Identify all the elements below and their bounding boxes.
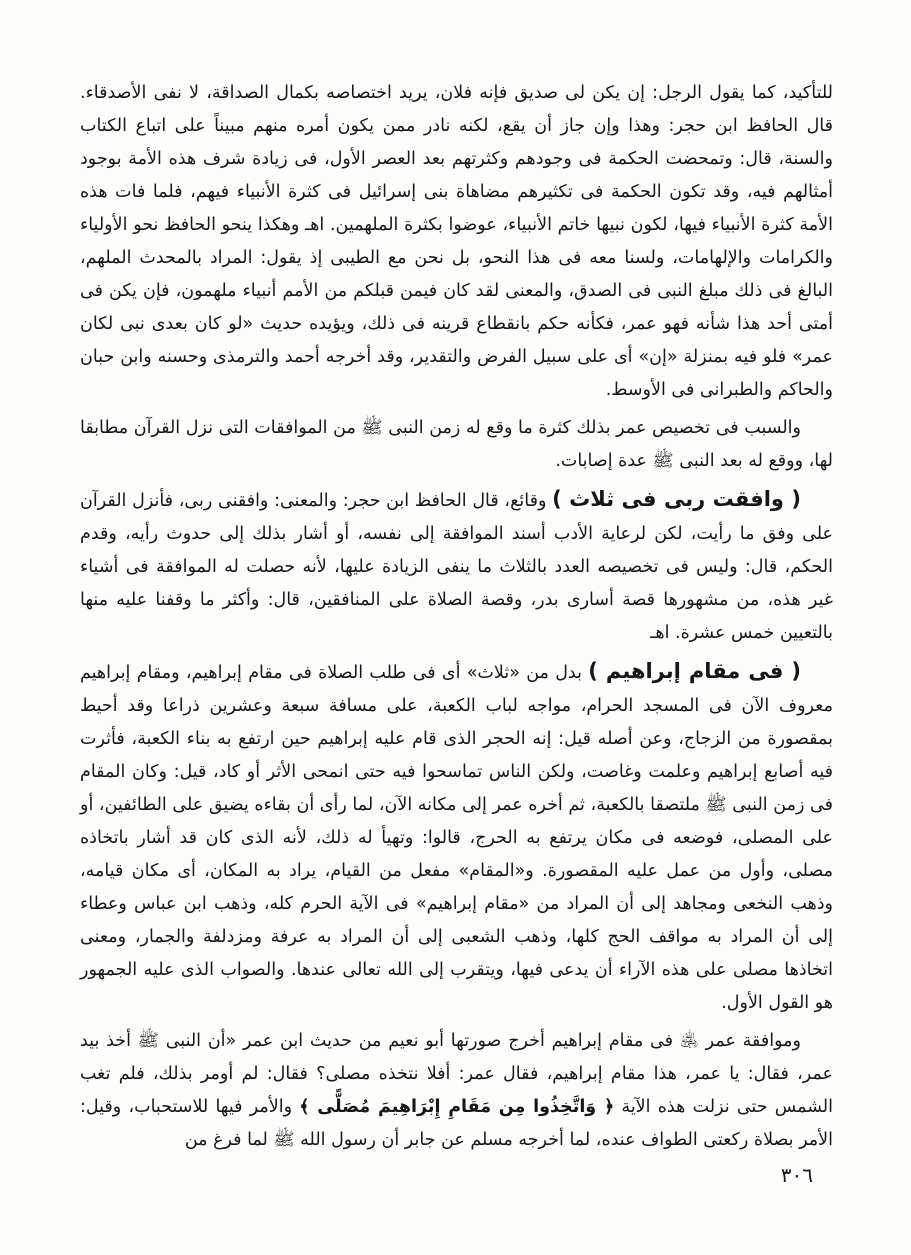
page-number: ٣٠٦ [780,1163,813,1187]
body-text: وقائع، قال الحافظ ابن حجر: والمعنى: وافقنى ربى، فأنزل القرآن على وفق ما رأيت، لكن لرعاية الأدب أسند الموافقة إلى نفسه، أو أشار بذلك إلى حدوث رأيه، وقدم الحكم، قال: وليس فى تخصيصه العدد بالثلاث ما ينفى الزيادة عليها، لأنه حصلت له الموافقة فى أشياء غير هذه، من مشهورها قصة أسارى بدر، وقصة الصلاة على المنافقين، قال: وأكثر ما وقفنا عليه منها بالتعيين خمس عشرة. اهـ [80,491,833,643]
quran-verse: ﴿ وَاتَّخِذُوا مِن مَقَامِ إِبْرَاهِيمَ مُصَلًّى ﴾ [299,1097,615,1117]
lemma-heading: ( فى مقام إبراهيم ) [588,659,801,683]
paragraph [80,655,833,1020]
lemma-heading: ( وافقت ربى فى ثلاث ) [552,487,801,511]
paragraph [80,412,833,478]
paragraph [80,1025,833,1157]
text-block [80,72,833,1162]
body-text: والأمر فيها للاستحباب، وقيل: الأمر بصلاة ركعتى الطواف عنده، لما أخرجه مسلم عن جابر أن رسول الله ﷺ لما فرغ من [80,1097,833,1150]
body-text: بدل من «ثلاث» أى فى طلب الصلاة فى مقام إبراهيم، ومقام إبراهيم معروف الآن فى المسجد الحرام، مواجه لباب الكعبة، على مسافة سبعة وعشرين ذراعا وقد أحيط بمقصورة من الزجاج، وعن أصله قيل: إنه الحجر الذى قام عليه إبراهيم حين ارتفع به بناء الكعبة، فأثرت فيه أصابع إبراهيم وعلمت وغاصت، ولكن الناس تماسحوا فيه حتى انمحى الأثر أو كاد، قيل: وكان المقام فى زمن النبى ﷺ ملتصقا بالكعبة، ثم أخره عمر إلى مكانه الآن، لما رأى أن بقاءه يضيق على الطائفين، أو على المصلى، فوضعه فى مكان يرتفع به الحرج، قالوا: وتهيأ له ذلك، لأنه الذى كان قد أشار باتخاذه مصلى، وأول من عمل عليه المقصورة. و«المقام» مفعل من القيام، يراد به المكان، أى مكان قيامه، وذهب النخعى ومجاهد إلى أن المراد من «مقام إبراهيم» فى الآية الحرم كله، وذهب ابن عباس وعطاء إلى أن المراد به مواقف الحج كلها، وذهب الشعبى إلى أن المراد به عرفة ومزدلفة والجمار، ومعنى اتخاذها مصلى على هذه الآراء أن يدعى فيها، ويتقرب إلى الله تعالى عندها. والصواب الذى عليه الجمهور هو القول الأول. [80,663,833,1013]
paragraph [80,77,833,407]
body-text: للتأكيد، كما يقول الرجل: إن يكن لى صديق فإنه فلان، يريد اختصاصه بكمال الصداقة، لا نفى الأصدقاء. قال الحافظ ابن حجر: وهذا وإن جاز أن يقع، لكنه نادر ممن يكون أمره منهم مبيناً على اتباع الكتاب والسنة، قال: وتمحضت الحكمة فى وجودهم وكثرتهم بعد العصر الأول، فى زيادة شرف هذه الأمة بوجود أمثالهم فيه، وقد تكون الحكمة فى تكثيرهم مضاهاة بنى إسرائيل فى كثرة الأنبياء فيهم، فلما فات هذه الأمة كثرة الأنبياء فيها، لكون نبيها خاتم الأنبياء، عوضوا بكثرة الملهمين. اهـ وهكذا ينحو الحافظ نحو الأولياء والكرامات والإلهامات، ولسنا معه فى هذا النحو، بل نحن مع الطيبى إذ يقول: المراد بالمحدث الملهم، البالغ فى ذلك مبلغ النبى فى الصدق، والمعنى لقد كان فيمن قبلكم من الأمم أنبياء ملهمون، فإن يكن فى أمتى أحد هذا شأنه فهو عمر، فكأنه حكم بانقطاع قرينه فى ذلك، ويؤيده حديث «لو كان بعدى نبى لكان عمر» فلو فيه بمنزلة «إن» أى على سبيل الفرض والتقدير، وقد أخرجه أحمد والترمذى وحسنه وابن حبان والحاكم والطبرانى فى الأوسط. [80,83,833,400]
paragraph [80,483,833,650]
body-text: وموافقة عمر ﵁ فى مقام إبراهيم أخرج صورتها أبو نعيم من حديث ابن عمر «أن النبى ﷺ أخذ بيد عمر، فقال: يا عمر، هذا مقام إبراهيم، فقال عمر: أفلا نتخذه مصلى؟ فقال: لم أومر بذلك، فلم تغب الشمس حتى نزلت هذه الآية [80,1031,833,1117]
body-text: والسبب فى تخصيص عمر بذلك كثرة ما وقع له زمن النبى ﷺ من الموافقات التى نزل القرآن مطابقا لها، ووقع له بعد النبى ﷺ عدة إصابات. [80,418,833,471]
